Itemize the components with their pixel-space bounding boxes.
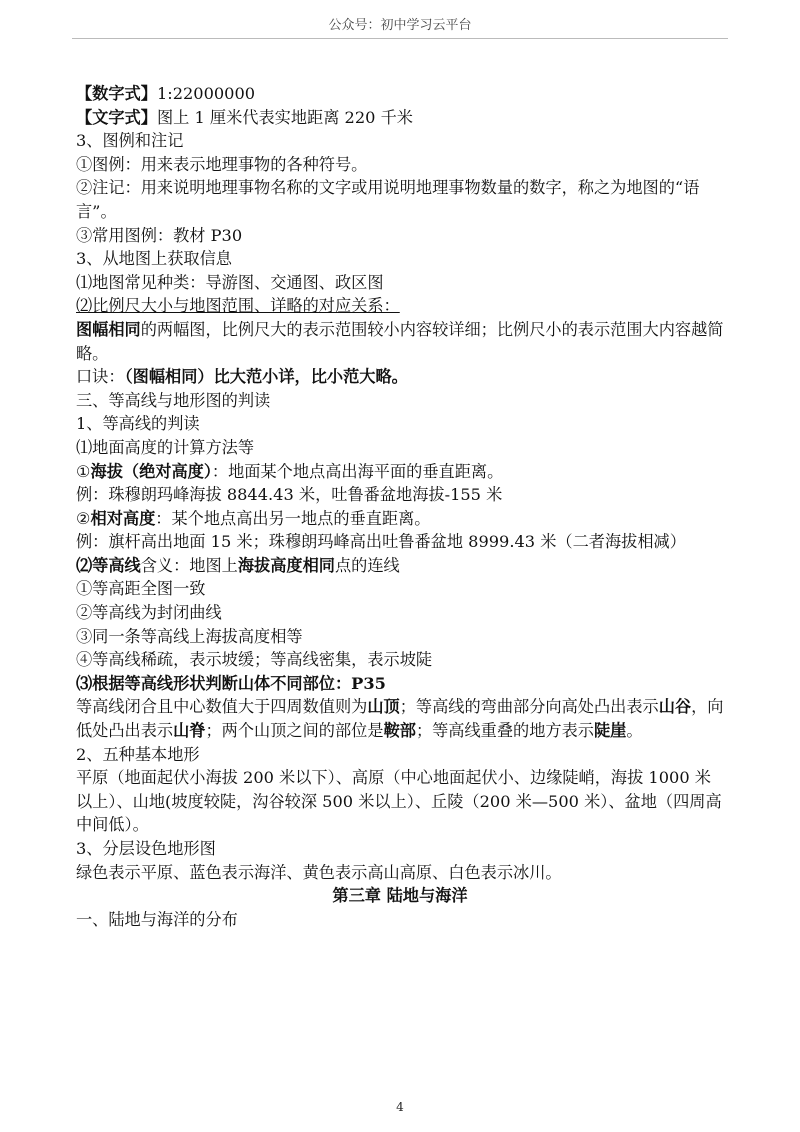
same-size-text: 的两幅图，比例尺大的表示范围较小内容较详细；比例尺小的表示范围大内容越简略。	[76, 319, 724, 363]
mnemonic-label: 口诀：	[76, 367, 125, 387]
contour-meaning: ⑵等高线含义：地图上海拔高度相同点的连线	[76, 555, 400, 575]
annotation-definition: ②注记：用来说明地理事物名称的文字或用说明地理事物数量的数字，称之为地图的“语言”。	[76, 178, 700, 221]
scale-text-line	[76, 106, 724, 130]
same-altitude-term: 海拔高度相同	[237, 555, 335, 575]
term-valley: 山谷	[658, 697, 692, 717]
same-size-maps	[76, 318, 724, 365]
contour-rule-2: ②等高线为封闭曲线	[76, 603, 222, 623]
legend-heading: 3、图例和注记	[76, 131, 184, 151]
page-header: 公众号：初中学习云平台	[328, 18, 472, 33]
header-rule	[72, 38, 728, 39]
scale-numeric-value: 1:22000000	[156, 84, 256, 103]
relative-height-example: 例：旗杆高出地面 15 米；珠穆朗玛峰高出吐鲁番盆地 8999.43 米（二者海拔相减）	[76, 532, 686, 552]
chapter-title: 第三章 陆地与海洋	[332, 886, 468, 906]
term-summit: 山顶	[367, 697, 400, 717]
mnemonic-text: （图幅相同）比大范小详，比小范大略。	[124, 367, 408, 387]
document-body	[76, 82, 724, 931]
land-sea-heading: 一、陆地与海洋的分布	[76, 909, 238, 929]
contour-rule-3: ③同一条等高线上海拔高度相等	[76, 626, 303, 646]
relative-height-definition: ②相对高度：某个地点高出另一地点的垂直距离。	[76, 508, 431, 528]
term-cliff: 陡崖	[594, 721, 627, 741]
mnemonic	[76, 365, 724, 389]
altitude-example: 例：珠穆朗玛峰海拔 8844.43 米，吐鲁番盆地海拔-155 米	[76, 485, 503, 505]
same-size-term: 图幅相同	[76, 319, 141, 339]
scale-text-value: 图上 1 厘米代表实地距离 220 千米	[156, 107, 413, 127]
layered-color-heading: 3、分层设色地形图	[76, 839, 216, 858]
section-contour-heading: 三、等高线与地形图的判读	[76, 390, 271, 410]
altitude-term: 海拔（绝对高度）	[90, 461, 212, 481]
height-method: ⑴地面高度的计算方法等	[76, 437, 255, 457]
map-info-heading: 3、从地图上获取信息	[76, 249, 232, 269]
landform-text: 平原（地面起伏小海拔 200 米以下）、高原（中心地面起伏小、边缘陡峭，海拔 1000 米以上）、山地(坡度较陡，沟谷较深 500 米以上）、丘陵（200 米—500 米）、盆地（四周高中间低）。	[76, 768, 722, 835]
landform-heading: 2、五种基本地形	[76, 744, 200, 764]
contour-rule-1: ①等高距全图一致	[76, 579, 206, 599]
legend-definition: ①图例：用来表示地理事物的各种符号。	[76, 154, 368, 174]
terrain-parts-text: 等高线闭合且中心数值大于四周数值则为山顶；等高线的弯曲部分向高处凸出表示山谷，向低处凸出表示山脊；两个山顶之间的部位是鞍部；等高线重叠的地方表示陡崖。	[76, 697, 724, 741]
scale-relation: ⑵比例尺大小与地图范围、详略的对应关系：	[76, 296, 400, 316]
contour-reading-heading: 1、等高线的判读	[76, 414, 200, 434]
map-types: ⑴地图常见种类：导游图、交通图、政区图	[76, 272, 384, 292]
altitude-definition: ①海拔（绝对高度）：地面某个地点高出海平面的垂直距离。	[76, 461, 504, 481]
contour-rule-4: ④等高线稀疏，表示坡缓；等高线密集，表示坡陡	[76, 650, 433, 670]
scale-numeric-label: 【数字式】	[76, 84, 157, 103]
term-saddle: 鞍部	[383, 721, 416, 741]
contour-term: ⑵等高线	[76, 555, 141, 575]
common-legend: ③常用图例：教材 P30	[76, 225, 243, 245]
relative-height-term: 相对高度	[90, 508, 156, 528]
scale-text-label: 【文字式】	[76, 107, 157, 127]
scale-numeric-line	[76, 82, 724, 106]
page-number: 4	[396, 1100, 404, 1114]
layered-color-text: 绿色表示平原、蓝色表示海洋、黄色表示高山高原、白色表示冰川。	[76, 862, 562, 882]
term-ridge: 山脊	[173, 721, 206, 741]
terrain-parts-heading: ⑶根据等高线形状判断山体不同部位：P35	[76, 673, 386, 693]
